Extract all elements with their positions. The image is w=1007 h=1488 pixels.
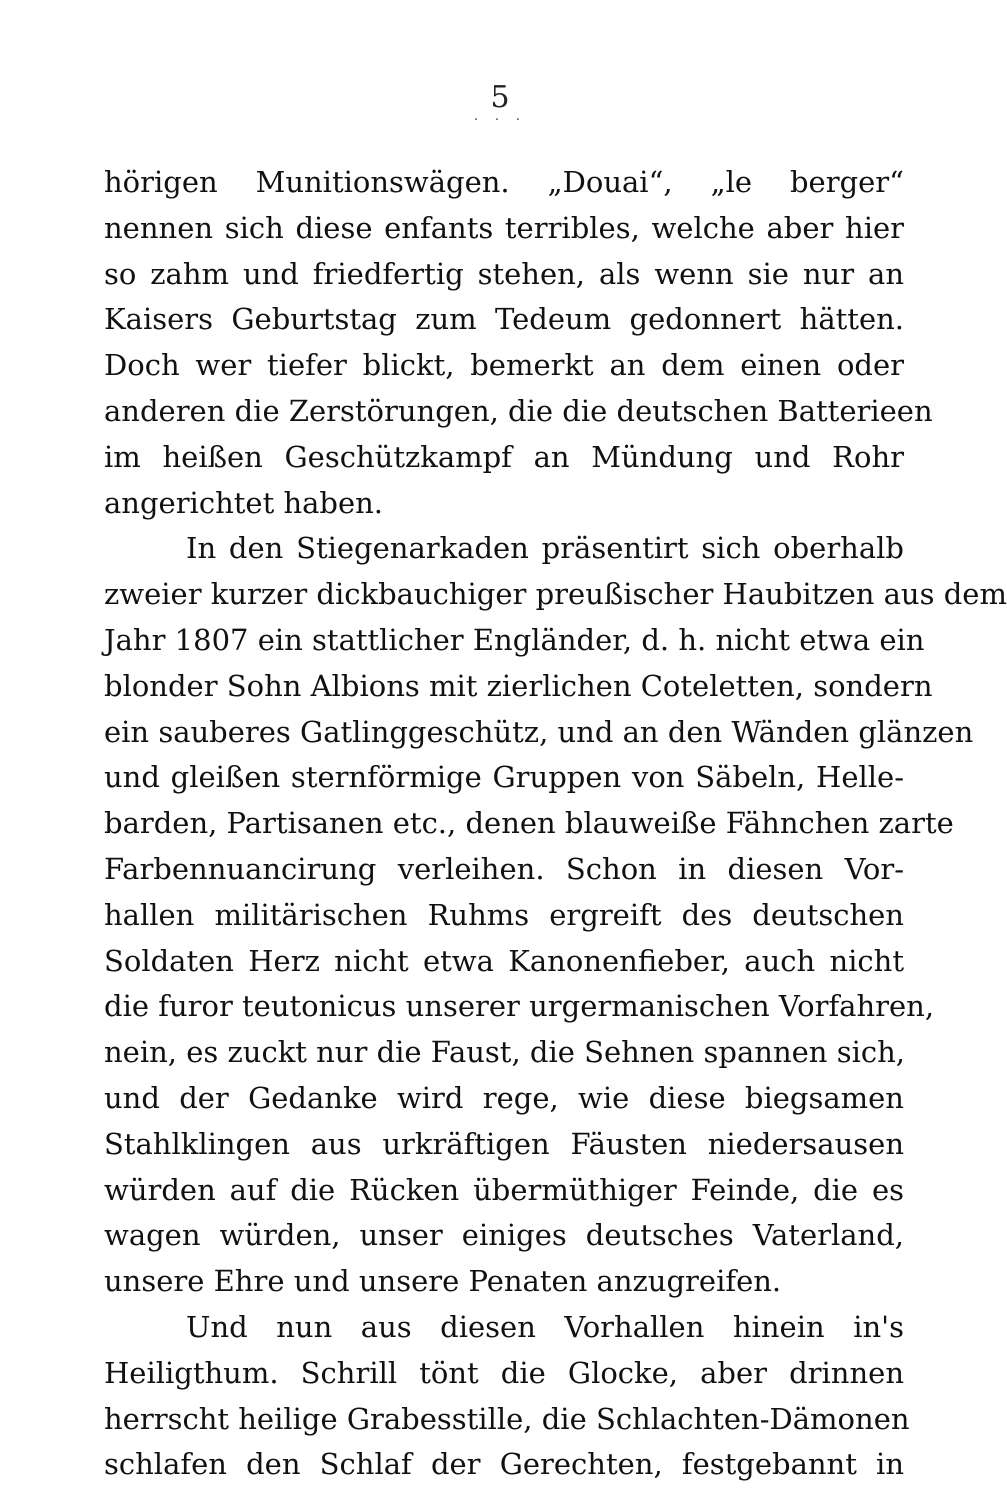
text-line: Soldaten Herz nicht etwa Kanonenfieber, auch nicht: [104, 943, 904, 978]
text-line: Doch wer tiefer blickt, bemerkt an dem einen oder: [104, 348, 904, 383]
text-line: und der Gedanke wird rege, wie diese biegsamen: [104, 1080, 904, 1115]
page-number-dots: . . .: [473, 108, 527, 124]
text-line: so zahm und friedfertig stehen, als wenn sie nur an: [104, 256, 904, 291]
page-number: 5: [490, 80, 510, 115]
text-line: Stahlklingen aus urkräftigen Fäusten niedersausen: [104, 1126, 904, 1161]
text-line: würden auf die Rücken übermüthiger Feinde, die es: [104, 1172, 904, 1207]
text-line: anderen die Zerstörungen, die die deutschen Batterieen: [104, 393, 933, 428]
text-line: die furor teutonicus unserer urgermanischen Vorfahren,: [104, 989, 935, 1024]
text-line: barden, Partisanen etc., denen blauweiße Fähnchen zarte: [104, 806, 954, 841]
text-line: nein, es zuckt nur die Faust, die Sehnen spannen sich,: [104, 1035, 905, 1070]
text-line: unsere Ehre und unsere Penaten anzugreifen.: [104, 1264, 782, 1299]
text-line: im heißen Geschützkampf an Mündung und Rohr: [104, 439, 904, 474]
text-line: hallen militärischen Ruhms ergreift des deutschen: [104, 897, 904, 932]
text-line: Heiligthum. Schrill tönt die Glocke, aber drinnen: [104, 1355, 904, 1390]
text-line: Jahr 1807 ein stattlicher Engländer, d. h. nicht etwa ein: [104, 622, 925, 657]
text-line: angerichtet haben.: [104, 485, 384, 520]
paragraph-start-line: Und nun aus diesen Vorhallen hinein in's: [186, 1309, 904, 1344]
text-line: ein sauberes Gatlinggeschütz, und an den Wänden glänzen: [104, 714, 974, 749]
text-line: blonder Sohn Albions mit zierlichen Coteletten, sondern: [104, 668, 933, 703]
body-text: [104, 160, 1007, 1488]
text-line: Kaisers Geburtstag zum Tedeum gedonnert hätten.: [104, 302, 904, 337]
paragraph-start-line: In den Stiegenarkaden präsentirt sich oberhalb: [186, 531, 904, 566]
text-line: herrscht heilige Grabesstille, die Schlachten-Dämonen: [104, 1401, 910, 1436]
text-line: schlafen den Schlaf der Gerechten, festgebannt in: [104, 1447, 904, 1482]
text-line: zweier kurzer dickbauchiger preußischer Haubitzen aus dem: [104, 577, 1007, 612]
text-line: Farbennuancirung verleihen. Schon in diesen Vor-: [104, 851, 904, 886]
text-line: hörigen Munitionswägen. „Douai“, „le berger“: [104, 165, 904, 199]
text-line: und gleißen sternförmige Gruppen von Säbeln, Helle-: [104, 760, 904, 795]
text-line: wagen würden, unser einiges deutsches Vaterland,: [104, 1218, 904, 1253]
text-line: nennen sich diese enfants terribles, welche aber hier: [104, 210, 904, 245]
